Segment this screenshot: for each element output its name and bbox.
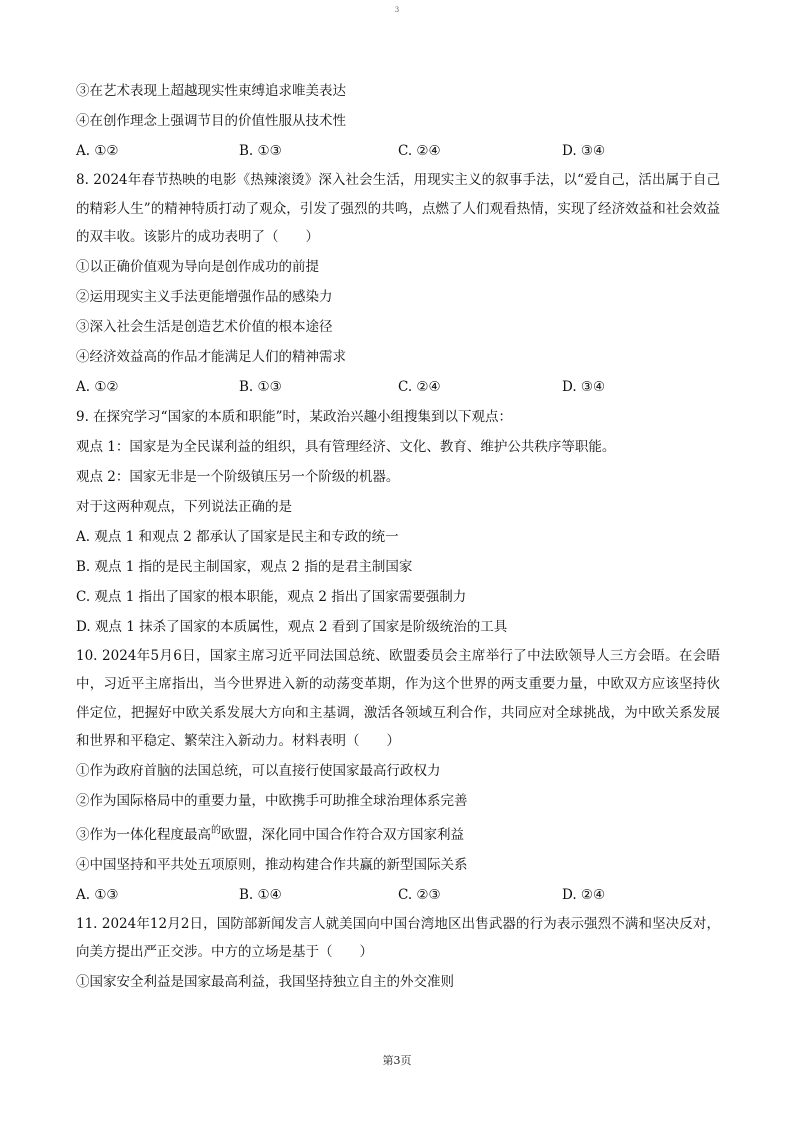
q10-option-c: C. ②③ <box>398 886 441 903</box>
q9-option-c: C. 观点 1 指出了国家的根本职能，观点 2 指出了国家需要强制力 <box>76 588 467 605</box>
q8-item-4: ④经济效益高的作品才能满足人们的精神需求 <box>76 348 346 365</box>
q10-item-3-part-a: ③作为一体化程度最高 <box>76 826 211 843</box>
q9-view-2: 观点 2：国家无非是一个阶级镇压另一个阶级的机器。 <box>76 468 400 485</box>
q7-option-a: A. ①② <box>76 143 119 159</box>
q10-item-3-sup: 的 <box>211 824 221 836</box>
q9-prompt: 对于这两种观点，下列说法正确的是 <box>76 498 292 515</box>
q7-options <box>76 136 720 166</box>
q9-option-a: A. 观点 1 和观点 2 都承认了国家是民主和专政的统一 <box>76 528 399 545</box>
q7-option-b: B. ①③ <box>239 143 282 159</box>
q8-item-3: ③深入社会生活是创造艺术价值的根本途径 <box>76 318 333 335</box>
q7-item-3: ③在艺术表现上超越现实性束缚追求唯美表达 <box>76 83 346 99</box>
q10-option-b: B. ①④ <box>239 886 282 903</box>
q7-option-c: C. ②④ <box>398 143 441 159</box>
q8-option-c: C. ②④ <box>398 378 441 395</box>
q7-option-d: D. ③④ <box>562 143 606 159</box>
q10-item-3-part-b: 欧盟，深化同中国合作符合双方国家利益 <box>221 826 464 843</box>
question-content <box>76 76 720 997</box>
q11-item-1: ①国家安全利益是国家最高利益，我国坚持独立自主的外交准则 <box>76 973 454 990</box>
q8-stem: 8. 2024年春节热映的电影《热辣滚烫》深入社会生活，用现实主义的叙事手法，以“爱自己，活出属于自己的精彩人生”的精神特质打动了观众，引发了强烈的共鸣，点燃了人们观看热情，实现了经济效益和社会效益的双丰收。该影片的成功表明了（ ） <box>76 172 720 245</box>
q8-item-1: ①以正确价值观为导向是创作成功的前提 <box>76 258 319 275</box>
q10-stem: 10. 2024年5月6日，国家主席习近平同法国总统、欧盟委员会主席举行了中法欧领导人三方会晤。在会晤中，习近平主席指出，当今世界进入新的动荡变革期，作为这个世界的两支重要力量，中欧双方应该坚持伙伴定位，把握好中欧关系发展大方向和主基调，激活各领域互利合作，共同应对全球挑战，为中欧关系发展和世界和平稳定、繁荣注入新动力。材料表明（ ） <box>76 647 720 749</box>
q10-item-4: ④中国坚持和平共处五项原则，推动构建合作共赢的新型国际关系 <box>76 856 468 873</box>
q8-option-a: A. ①② <box>76 378 119 395</box>
q10-item-2: ②作为国际格局中的重要力量，中欧携手可助推全球治理体系完善 <box>76 792 468 809</box>
q9-view-1: 观点 1：国家是为全民谋利益的组织，具有管理经济、文化、教育、维护公共秩序等职能。 <box>76 438 616 455</box>
q10-item-3 <box>76 816 720 850</box>
q8-item-2: ②运用现实主义手法更能增强作品的感染力 <box>76 288 333 305</box>
q10-item-1: ①作为政府首脑的法国总统，可以直接行使国家最高行政权力 <box>76 762 441 779</box>
q10-option-d: D. ②④ <box>562 886 606 903</box>
q9-stem: 9. 在探究学习“国家的本质和职能”时，某政治兴趣小组搜集到以下观点： <box>76 408 512 425</box>
page-footer: 第3页 <box>382 1054 412 1067</box>
q10-option-a: A. ①③ <box>76 886 119 903</box>
q7-item-4: ④在创作理念上强调节目的价值性服从技术性 <box>76 113 346 129</box>
q9-option-b: B. 观点 1 指的是民主制国家，观点 2 指的是君主制国家 <box>76 558 413 575</box>
q8-options <box>76 372 720 402</box>
q9-option-d: D. 观点 1 抹杀了国家的本质属性，观点 2 看到了国家是阶级统治的工具 <box>76 618 508 635</box>
page-top-mark: 3 <box>394 6 400 14</box>
q11-stem: 11. 2024年12月2日，国防部新闻发言人就美国向中国台湾地区出售武器的行为表示强烈不满和坚决反对，向美方提出严正交涉。中方的立场是基于（ ） <box>76 915 720 960</box>
q10-options <box>76 880 720 910</box>
q8-option-b: B. ①③ <box>239 378 282 395</box>
q8-option-d: D. ③④ <box>562 378 606 395</box>
